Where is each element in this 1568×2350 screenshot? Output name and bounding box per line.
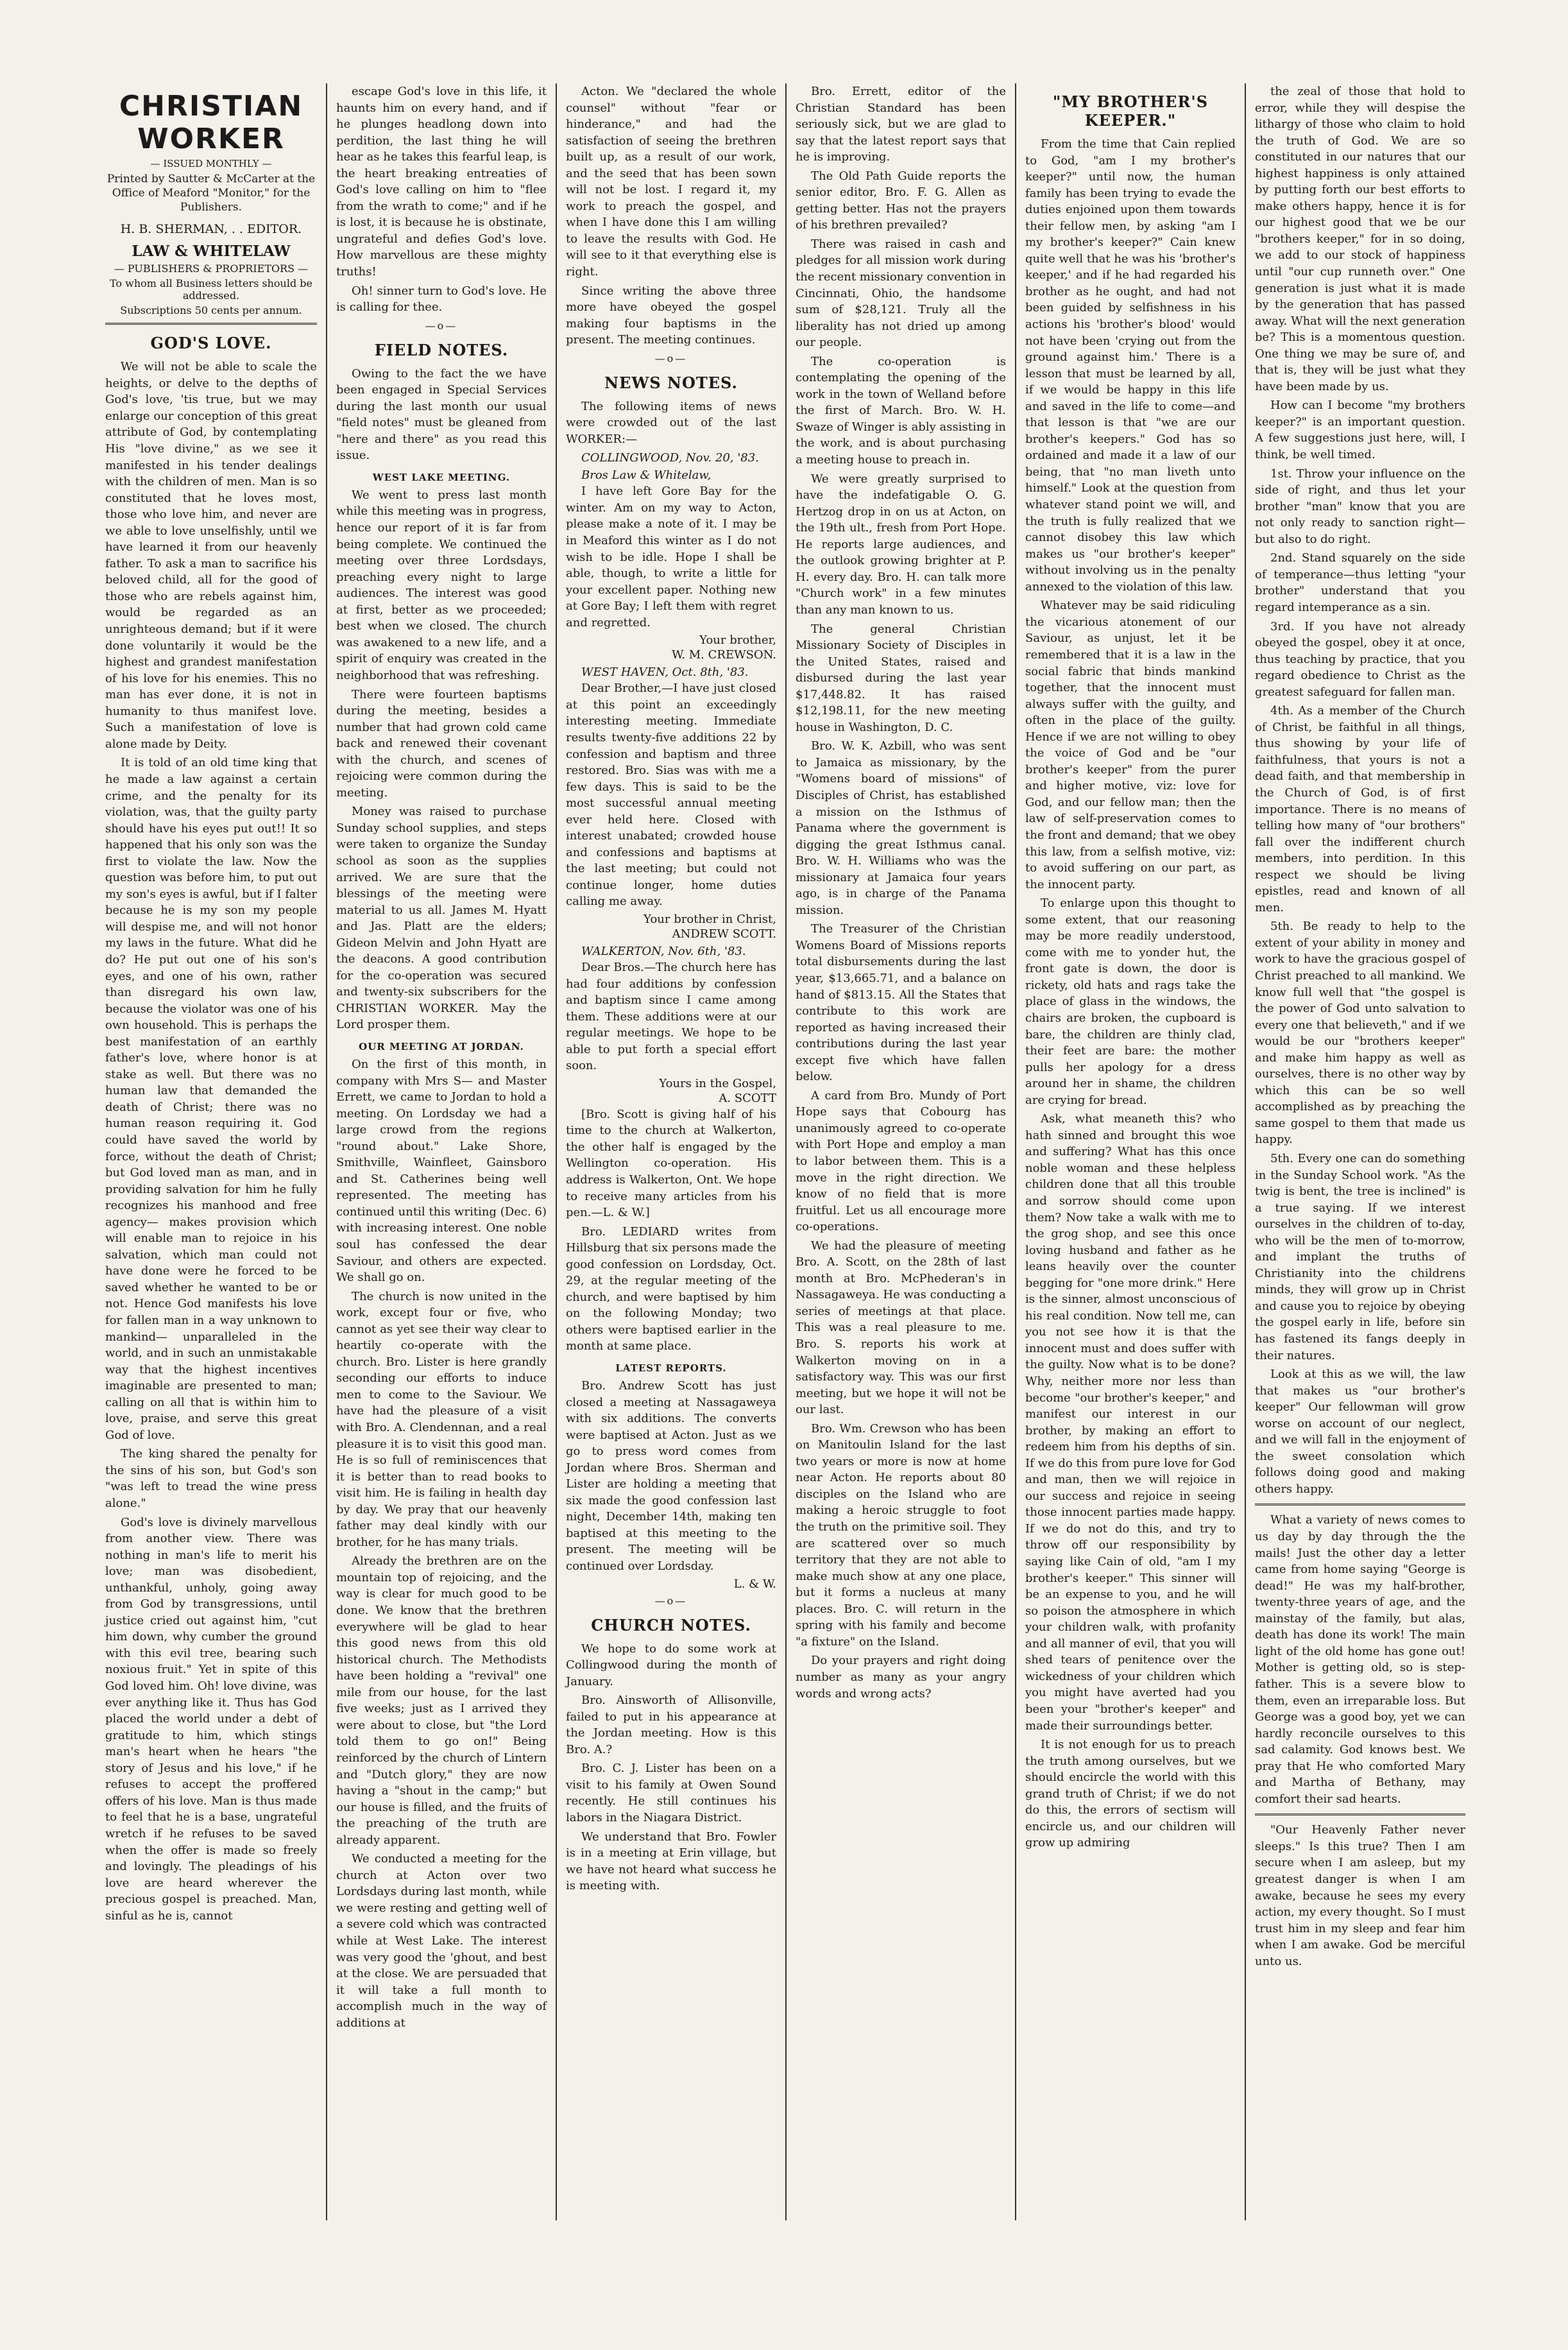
article-paragraph: Already the brethren are on the mountain top of rejoicing, and the way is clear for much good to be done. We know that the brethren everywhere will be glad to hear this good news from this old historical church. The Methodists have been holding a "revival" one mile from our house, for the last five weeks; just as I arrived they were about to close, but "the Lord told them to go on!" Being reinforced by the church of Lintern and "Dutch glory," they are now having a "shout in the camp;" but our house is filled, and the fruits of the preaching of the truth are already apparent. [336, 1554, 547, 1847]
point-paragraph: 5th. Every one can do something in the Sunday School work. "As the twig is bent, the tree is inclined" is a true saying. If we interest ourselves in the children of to-day, who will be the men of to-morrow, and implant the truths of Christianity into the childrens minds, they will grow up in Christ and cause you to rejoice by obeying the gospel early in life, before sin has fastened its fangs deeply in their natures. [1255, 1152, 1465, 1362]
article-paragraph: Since writing the above three more have obeyed the gospel making four baptisms in the present. The meeting continues. [566, 284, 776, 347]
article-paragraph: Look at this as we will, the law that makes us "our brother's keeper" Our fellowman will grow worse on account of our neglect, and we will fall in the enjoyment of the sweet consolation which follows doing good and making others happy. [1255, 1368, 1465, 1496]
article-paragraph: the zeal of those that hold to error, while they will despise the lithargy of those who claim to hold the truth of God. We are so constituted in our natures that our highest happiness is only attained by putting forth our best efforts to make others happy, hence it is for our highest good that we be our "brothers keeper," for in so doing, we add to our stock of happiness until "our cup runneth over." One generation is just what it is made by the generation that has passed away. What will the next generation be? This is a momentous question. One thing we may be sure of, and that is, they will be just what they have been made by us. [1255, 85, 1465, 393]
article-paragraph: What a variety of news comes to us day by day through the the mails! Just the other day a letter came from home saying "George is dead!" He was my half-brother, twenty-three years of age, and the mainstay of the family, but alas, death has done its work! The main light of the old home has gone out! Mother is getting old, so is step-father. This is a severe blow to them, even an irreparable loss. But George was a good boy, yet we can hardly reconcile ourselves to this sad calamity. God knows best. We pray that He who comforted Mary and Martha of Bethany, may comfort their sad hearts. [1255, 1513, 1465, 1806]
masthead-publishers-sub: — PUBLISHERS & PROPRIETORS — [114, 262, 309, 275]
masthead-title: CHRISTIAN WORKER [119, 90, 303, 155]
letter-close: Your brother, [699, 633, 776, 648]
article-paragraph: Owing to the fact the we have been engaged in Special Services during the last month our usual "field notes" must be gleaned from "here and there" as you read this issue. [336, 366, 547, 463]
article-paragraph: Do your prayers and right doing number as many as your angry words and wrong acts? [796, 1654, 1006, 1701]
letter-dateline: WEST HAVEN, Oct. 8th, '83. [581, 665, 749, 680]
newspaper-page [96, 83, 1476, 2220]
letter-signature: W. M. CREWSON. [671, 648, 776, 662]
article-paragraph: Bro. Ainsworth of Allisonville, failed to put in his appearance at the Jordan meeting. How is this Bro. A.? [566, 1694, 776, 1756]
letter-body: Dear Bros.—The church here has had four additions by confession and baptism since I came among them. These additions were at our regular meetings. We hope to be able to put forth a special effort soon. [566, 960, 776, 1073]
west-lake-heading: WEST LAKE MEETING. [372, 471, 511, 483]
article-paragraph: The church is now united in the work, except four or five, who cannot as yet see their way clear to heartily co-operate with the church. Bro. Lister is here grandly seconding our efforts to induce men to come to the Saviour. We have had the pleasure of a visit with Bro. A. Clendennan, and a real pleasure it is to visit this good man. He is so full of reminiscences that it is better than to read books to visit him. He is failing in health day by day. We pray that our heavenly father may deal kindly with our brother, for he has many trials. [336, 1289, 547, 1549]
latest-reports-heading: LATEST REPORTS. [615, 1362, 727, 1374]
article-paragraph: The following items of news were crowded out of the last WORKER:— [566, 399, 776, 446]
article-paragraph: escape God's love in this life, it haunts him on every hand, and if he plunges headlong down into perdition, the last thing he will hear as he takes this fearful leap, is the heart breaking entreaties of God's love calling on him to "flee from the wrath to come;" and if he is lost, it is because he is obstinate, ungrateful and defies God's love. How marvellous are these mighty truths! [336, 85, 547, 279]
letter-dateline: WALKERTON, Nov. 6th, '83. [581, 944, 746, 958]
column-6 [1245, 83, 1474, 2220]
latest-signature: L. & W. [733, 1577, 776, 1591]
column-2 [326, 83, 556, 2220]
letter-dateline: COLLINGWOOD, Nov. 20, '83. [581, 451, 759, 465]
letter-body: Dear Brother,—I have just closed at this point an exceedingly interesting meeting. Immediate results twenty-five additions 22 by confession and baptism and three restored. Bro. Sias was with me a few days. This is said to be the most successful annual meeting ever held here. Closed with interest unabated; crowded house and confessions and baptisms at the last meeting; but could not continue longer, home duties calling me away. [566, 682, 776, 909]
column-1 [96, 83, 326, 2220]
article-paragraph: We understand that Bro. Fowler is in a meeting at Erin village, but we have not heard what success he is meeting with. [566, 1830, 776, 1893]
article-paragraph: We hope to do some work at Collingwood during the month of January. [566, 1642, 776, 1688]
article-paragraph: Whatever may be said ridiculing the vicarious atonement of our Saviour, as unjust, let it be remembered that it is a law in the social fabric that binds mankind together, that the innocent must always suffer with the guilty, and often in the place of the guilty. Hence if we are not willing to obey the voice of God and be "our brother's keeper" from the purer and higher motive, viz: love for God, and our fellow man; then the law of self-preservation comes to the front and demand; that we obey this law, from a selfish motive, viz: to avoid suffering on our part, as the innocent party. [1025, 599, 1236, 891]
article-paragraph: Money was raised to purchase Sunday school supplies, and steps were taken to organize the Sunday school as soon as the supplies arrived. We are sure that the blessings of the meeting were material to us all. James M. Hyatt and Jas. Platt are the elders; Gideon Melvin and John Hyatt are the deacons. A good contribution for the co-operation was secured and twenty-six subscribers for the CHRISTIAN WORKER. May the Lord prosper them. [336, 805, 547, 1032]
article-paragraph: We had the pleasure of meeting Bro. A. Scott, on the 28th of last month at Bro. McPhederan's in Nassagaweya. He was conducting a series of meetings at that place. This was a real pleasure to me. Bro. S. reports his work at Walkerton moving on in a satisfactory way. This was our first meeting, but we hope it will not be our last. [796, 1239, 1006, 1417]
article-paragraph: Bro. Andrew Scott has just closed a meeting at Nassagaweya with six additions. The converts were baptised at Acton. Just as we go to press word comes from Jordan where Bros. Sherman and Lister are holding a meeting that six made the good confession last night, December 14th, making ten baptised at this meeting to the present. The meeting will be continued over Lordsday. [566, 1379, 776, 1574]
article-paragraph: We went to press last month while this meeting was in progress, hence our report of it is far from being complete. We continued the meeting over three Lordsdays, preaching every night to large audiences. The interest was good at first, better as we proceeded; best when we closed. The church was awakened to a new life, and a spirit of enquiry was created in the neighborhood that was refreshing. [336, 488, 547, 682]
masthead-publishers: LAW & WHITELAW [132, 243, 291, 261]
article-paragraph: It is not enough for us to preach the truth among ourselves, but we should encircle the world with this grand truth of Christ; if we do not do this, the errors of sectism will encircle us, and our children will grow up admiring [1025, 1738, 1236, 1850]
field-notes-heading: FIELD NOTES. [374, 340, 509, 359]
point-paragraph: 2nd. Stand squarely on the side of temperance—thus letting "your brother" understand that you regard intemperance as a sin. [1255, 551, 1465, 614]
article-paragraph: The Treasurer of the Christian Womens Board of Missions reports total disbursements during the last year, $13,665.71, and a balance on hand of $813.15. All the States that contribute to this work are reported as having increased their contributions during the last year except five which have fallen below. [796, 922, 1006, 1084]
article-paragraph: Acton. We "declared the whole counsel" without "fear or hinderance," and had the satisfaction of seeing the brethren built up, as a result of our work, and the seed that has been sown will not be lost. I regard it, my work to preach the gospel, and when I have done this I am willing to leave the results with God. He will see to it that everything else is right. [566, 85, 776, 279]
editor-note: [Bro. Scott is giving half of his time to the church at Walkerton, the other half is engaged by the Wellington co-operation. His address is Walkerton, Ont. We hope to receive many articles from his pen.—L. & W.] [566, 1107, 776, 1220]
brothers-keeper-heading: "MY BROTHER'S KEEPER." [1052, 92, 1209, 130]
point-paragraph: 5th. Be ready to help to the extent of your ability in money and work to have the gracious gospel of Christ preached to all mankind. We know full well that "the gospel is the power of God unto salvation to every one that believeth," and if we would be our "brothers keeper" and make him happy as well as ourselves, there is no other way by which this can be so well accomplished as by preaching the same gospel to them that made us happy. [1255, 920, 1465, 1147]
article-paragraph: There was raised in cash and pledges for all mission work during the recent missionary convention in Cincinnati, Ohio, the handsome sum of $28,121. Truly all the liberality has not dried up among our people. [796, 237, 1006, 350]
letter-body: I have left Gore Bay for the winter. Am on my way to Acton, please make a note of it. I may be in Meaford this winter as I do not wish to be idle. Hope I shall be able, though, to write a little for your excellent paper. Nothing new at Gore Bay; I left them with regret and regretted. [566, 485, 776, 630]
letter-signature: A. SCOTT [719, 1091, 776, 1105]
article-paragraph: We conducted a meeting for the church at Acton over two Lordsdays during last month, while we were resting and getting well of a severe cold which was contracted while at West Lake. The interest was very good the 'ghout, and best at the close. We are persuaded that it will take a full month to accomplish much in the way of additions at [336, 1852, 547, 2030]
article-paragraph: Bro. Errett, editor of the Christian Standard has been seriously sick, but we are glad to say that the latest report says that he is improving. [796, 85, 1006, 164]
article-paragraph: How can I become "my brothers keeper?" is an important question. A few suggestions just here, will, I think, be well timed. [1255, 399, 1465, 462]
article-paragraph: We will not be able to scale the heights, or delve to the depths of God's love, 'tis true, but we may enlarge our conception of this great attribute of God, by contemplating His "love divine," as we see it manifested in his tender dealings with the children of men. Man is so constituted that he loves most, those who love him, and never are we able to love unselfishly, until we have learned it from our heavenly father. To ask a man to sacrifice his beloved child, all for the good of those who are rebels against him, would be regarded as an unrighteous demand; but if it were done voluntarily it would be the highest and grandest manifestation of his love for his enemies. This no man has ever done, it is not in humanity to thus manifest love. Such a manifestation of love is alone made by Deity. [105, 360, 317, 751]
letter-salutation: Bros Law & Whitelaw, [581, 468, 712, 483]
article-paragraph: God's love is divinely marvellous from another view. There was nothing in man's life to merit his love; man was disobedient, unthankful, unholy, going away from God by transgressions, until justice cried out against him, "cut him down, why cumber the ground with this evil tree, bearing such noxious fruit." Yet in spite of this God loved him. Oh! love divine, was ever anything like it. Thus has God placed the world under a debt of gratitude to him, which stings man's heart when he hears "the story of Jesus and his love," if he refuses to accept the proffered offers of his love. Man is thus made to feel that he is a base, ungrateful wretch if he refuses to be saved when the offer is made so freely and lovingly. The pleadings of his love are heard wherever the precious gospel is preached. Man, sinful as he is, cannot [105, 1515, 317, 1923]
gods-love-heading: GOD'S LOVE. [150, 334, 272, 353]
letter-signature: ANDREW SCOTT. [672, 927, 776, 941]
letter-close: Yours in the Gospel, [659, 1076, 776, 1090]
article-paragraph: Bro. Wm. Crewson who has been on Manitoulin Island for the last two years or more is now at home near Acton. He reports about 80 disciples on the Island who are making a heroic struggle to foot the truth on the primitive soil. They are scattered over so much territory that they are not able to make much show at any one place, but it forms a nucleus at many places. Bro. C. will return in the spring with his family and become "a fixture" on the Island. [796, 1421, 1006, 1649]
divider [1255, 1814, 1465, 1815]
article-paragraph: The king shared the penalty for the sins of his son, but God's son "was left to tread the wine press alone." [105, 1447, 317, 1511]
article-paragraph: "Our Heavenly Father never sleeps." Is this true? Then I am secure when I am asleep, but my greatest danger is when I am awake, because he sees my every action, my every thought. So I must trust him in my sleep and fear him when I am awake. God be merciful unto us. [1255, 1823, 1465, 1968]
column-3 [556, 83, 785, 2220]
article-paragraph: The co-operation is contemplating the opening of the work in the town of Welland before the first of March. Bro. W. H. Swaze of Winger is ably assisting in the work, and is about purchasing a meeting house to preach in. [796, 354, 1006, 467]
article-paragraph: Bro. LEDIARD writes from Hillsburg that six persons made the good confession on Lordsday, Oct. 29, at the regular meeting of the church, and were baptised by him on the following Monday; two others were baptised earlier in the month at same place. [566, 1224, 776, 1353]
news-notes-heading: NEWS NOTES. [604, 373, 738, 392]
masthead-subscription: Subscriptions 50 cents per annum. [120, 304, 302, 317]
masthead-printer: Printed by Sautter & McCarter at the Office of Meaford "Monitor," for the Publishers. [107, 173, 316, 214]
divider: —o— [425, 319, 458, 332]
column-5 [1015, 83, 1245, 2220]
article-paragraph: We were greatly surprised to have the indefatigable O. G. Hertzog drop in on us at Acton, on the 19th ult., fresh from Port Hope. He reports large audiences, and the outlook growing brighter at P. H. every day. Bro. H. can talk more "Church work" in a few minutes than any man known to us. [796, 472, 1006, 617]
jordan-heading: OUR MEETING AT JORDAN. [359, 1040, 524, 1052]
point-paragraph: 1st. Throw your influence on the side of right, and thus let your brother "man" know that you are not only ready to sanction right—but also to do right. [1255, 467, 1465, 546]
article-paragraph: The general Christian Missionary Society of Disciples in the United States, raised and disbursed during the last year $17,448.82. It has raised $12,198.11, for the new meeting house in Washington, D. C. [796, 622, 1006, 734]
point-paragraph: 4th. As a member of the Church of Christ, be faithful in all things, thus showing by your life of faithfulness, that yours is not a dead faith, and that membership in the Church of God, is of first importance. There is no means of telling how many of "our brothers" fall over the indifferent church members, into perdition. In this respect we should be living epistles, read and known of all men. [1255, 704, 1465, 914]
article-paragraph: Bro. W. K. Azbill, who was sent to Jamaica as missionary, by the "Womens board of missions" of Disciples of Christ, has established a mission on the Isthmus of Panama where the government is digging the great Isthmus canal. Bro. W. H. Williams who was the missionary at Jamaica four years ago, is in charge of the Panama mission. [796, 739, 1006, 917]
article-paragraph: A card from Bro. Mundy of Port Hope says that Cobourg has unanimously agreed to co-operate with Port Hope and employ a man to labor between them. This is a move in the right direction. We know of no field that is more fruitful. Let us all encourage more co-operations. [796, 1088, 1006, 1234]
letter-close: Your brother in Christ, [643, 912, 776, 926]
divider: —o— [654, 352, 688, 365]
article-paragraph: Oh! sinner turn to God's love. He is calling for thee. [336, 284, 547, 314]
article-paragraph: There were fourteen baptisms during the meeting, besides a number that had grown cold came back and renewed their covenant with the church, and scenes of rejoicing were common during the meeting. [336, 687, 547, 800]
article-paragraph: Ask, what meaneth this? who hath sinned and brought this woe and suffering? What has this once noble woman and these helpless children done that all this trouble and sorrow should come upon them? Now take a walk with me to the grog shop, and see this once loving husband and father as he leans heavily over the counter begging for "one more drink." Here is the sinner, almost unconscious of his real condition. Now tell me, can you not see how it is that the innocent must and does suffer with the guilty. Now what is to be done? Why, neither more nor less than become "our brother's keeper," and manifest our interest in our brother, by making an effort to redeem him from his depths of sin. If we do this from pure love for God and man, then we will rejoice in our success and rejoice in seeing those innocent parties made happy. If we do not do this, and try to throw off our responsibility by saying like Cain of old, "am I my brother's keeper." This sinner will be an expense to you, and he will so poison the atmosphere in which your children walk, with profanity and all manner of evil, that you will shed tears of penitence over the wickedness of your children which you might have averted had you been your "brother's keeper" and made their surroundings better. [1025, 1112, 1236, 1733]
article-paragraph: To enlarge upon this thought to some extent, that our reasoning may be more readily understood, come with me to yonder hut, the front gate is down, the door is rickety, old hats and rags take the place of glass in the windows, the chairs are broken, the cupboard is bare, the children are thinly clad, their feet are bare: the mother pulls her apology for a dress around her in shame, the children are crying for bread. [1025, 896, 1236, 1107]
masthead-editor: H. B. SHERMAN, . . EDITOR. [120, 222, 302, 237]
article-paragraph: On the first of this month, in company with Mrs S— and Master Errett, we came to Jordan to hold a meeting. On Lordsday we had a large crowd from the regions "round about." Lake Shore, Smithville, Wainfleet, Gainsboro and St. Catherines being well represented. The meeting has continued until this writing (Dec. 6) with increasing interest. One noble soul has confessed the dear Saviour, and others are expected. We shall go on. [336, 1057, 547, 1285]
church-notes-heading: CHURCH NOTES. [591, 1615, 751, 1634]
column-4 [785, 83, 1015, 2220]
article-paragraph: Bro. C. J. Lister has been on a visit to his family at Owen Sound recently. He still continues his labors in the Niagara District. [566, 1762, 776, 1825]
masthead-address-note: To whom all Business letters should be addressed. [109, 277, 313, 302]
article-paragraph: The Old Path Guide reports the senior editor, Bro. F. G. Allen as getting better. Has not the prayers of his brethren prevailed? [796, 169, 1006, 232]
article-paragraph: From the time that Cain replied to God, "am I my brother's keeper?" until now, the human family has been trying to evade the duties enjoined upon them towards their fellow men, by asking "am I my brother's keeper?" Cain knew quite well that he was his 'brother's keeper,' and if he had regarded his brother as he ought, and had not been guided by selfishness in his actions his 'brother's blood' would not have been 'crying out from the ground against him.' There is a lesson that must be learned by all, if we would be happy in this life and saved in the life to come—and that lesson is that "we are our brother's keepers." God has so ordained and made it a law of our being, that "no man liveth unto himself." Look at the question from whatever stand point we will, and the truth is fully realized that we cannot disobey this law which makes us "our brother's keeper" without involving us in the penalty annexed to the violation of this law. [1025, 137, 1236, 594]
masthead-issued: — ISSUED MONTHLY — [150, 158, 272, 169]
divider: —o— [654, 1594, 688, 1607]
divider [1255, 1504, 1465, 1505]
article-paragraph: It is told of an old time king that he made a law against a certain crime, and the penalty for its violation, was, that the guilty party should have his eyes put out!! It so happened that his only son was the first to violate the law. Now the question was before him, to put out my son's eyes is awful, but if I falter because he is my son my people will despise me, and will not honor my laws in the future. What did he do? He put out one of his son's eyes, and one of his own, rather than disregard his own law, because the violator was one of his own household. This is perhaps the best manifestation of an earthly father's love, where honor is at stake as well. But there was no human law that demanded the death of Christ; there was no human reason requiring it. God could have saved the world by force, without the death of Christ; but God loved man as man, and in providing salvation for him he fully recognizes his manhood and free agency— makes provision which will enable man to rejoice in his salvation, which man could not have done were he forced to be saved whether he wanted to be or not. Hence God manifests his love for fallen man in a way unknown to mankind— unparalleled in the world, and in such an unmistakable way that the highest incentives imaginable are presented to man; calling on all that is within him to love, praise, and serve this great God of love. [105, 756, 317, 1442]
divider [105, 323, 317, 325]
point-paragraph: 3rd. If you have not already obeyed the gospel, obey it at once, thus teaching by practice, that you regard obedience to Christ as the greatest safeguard for fallen man. [1255, 619, 1465, 699]
